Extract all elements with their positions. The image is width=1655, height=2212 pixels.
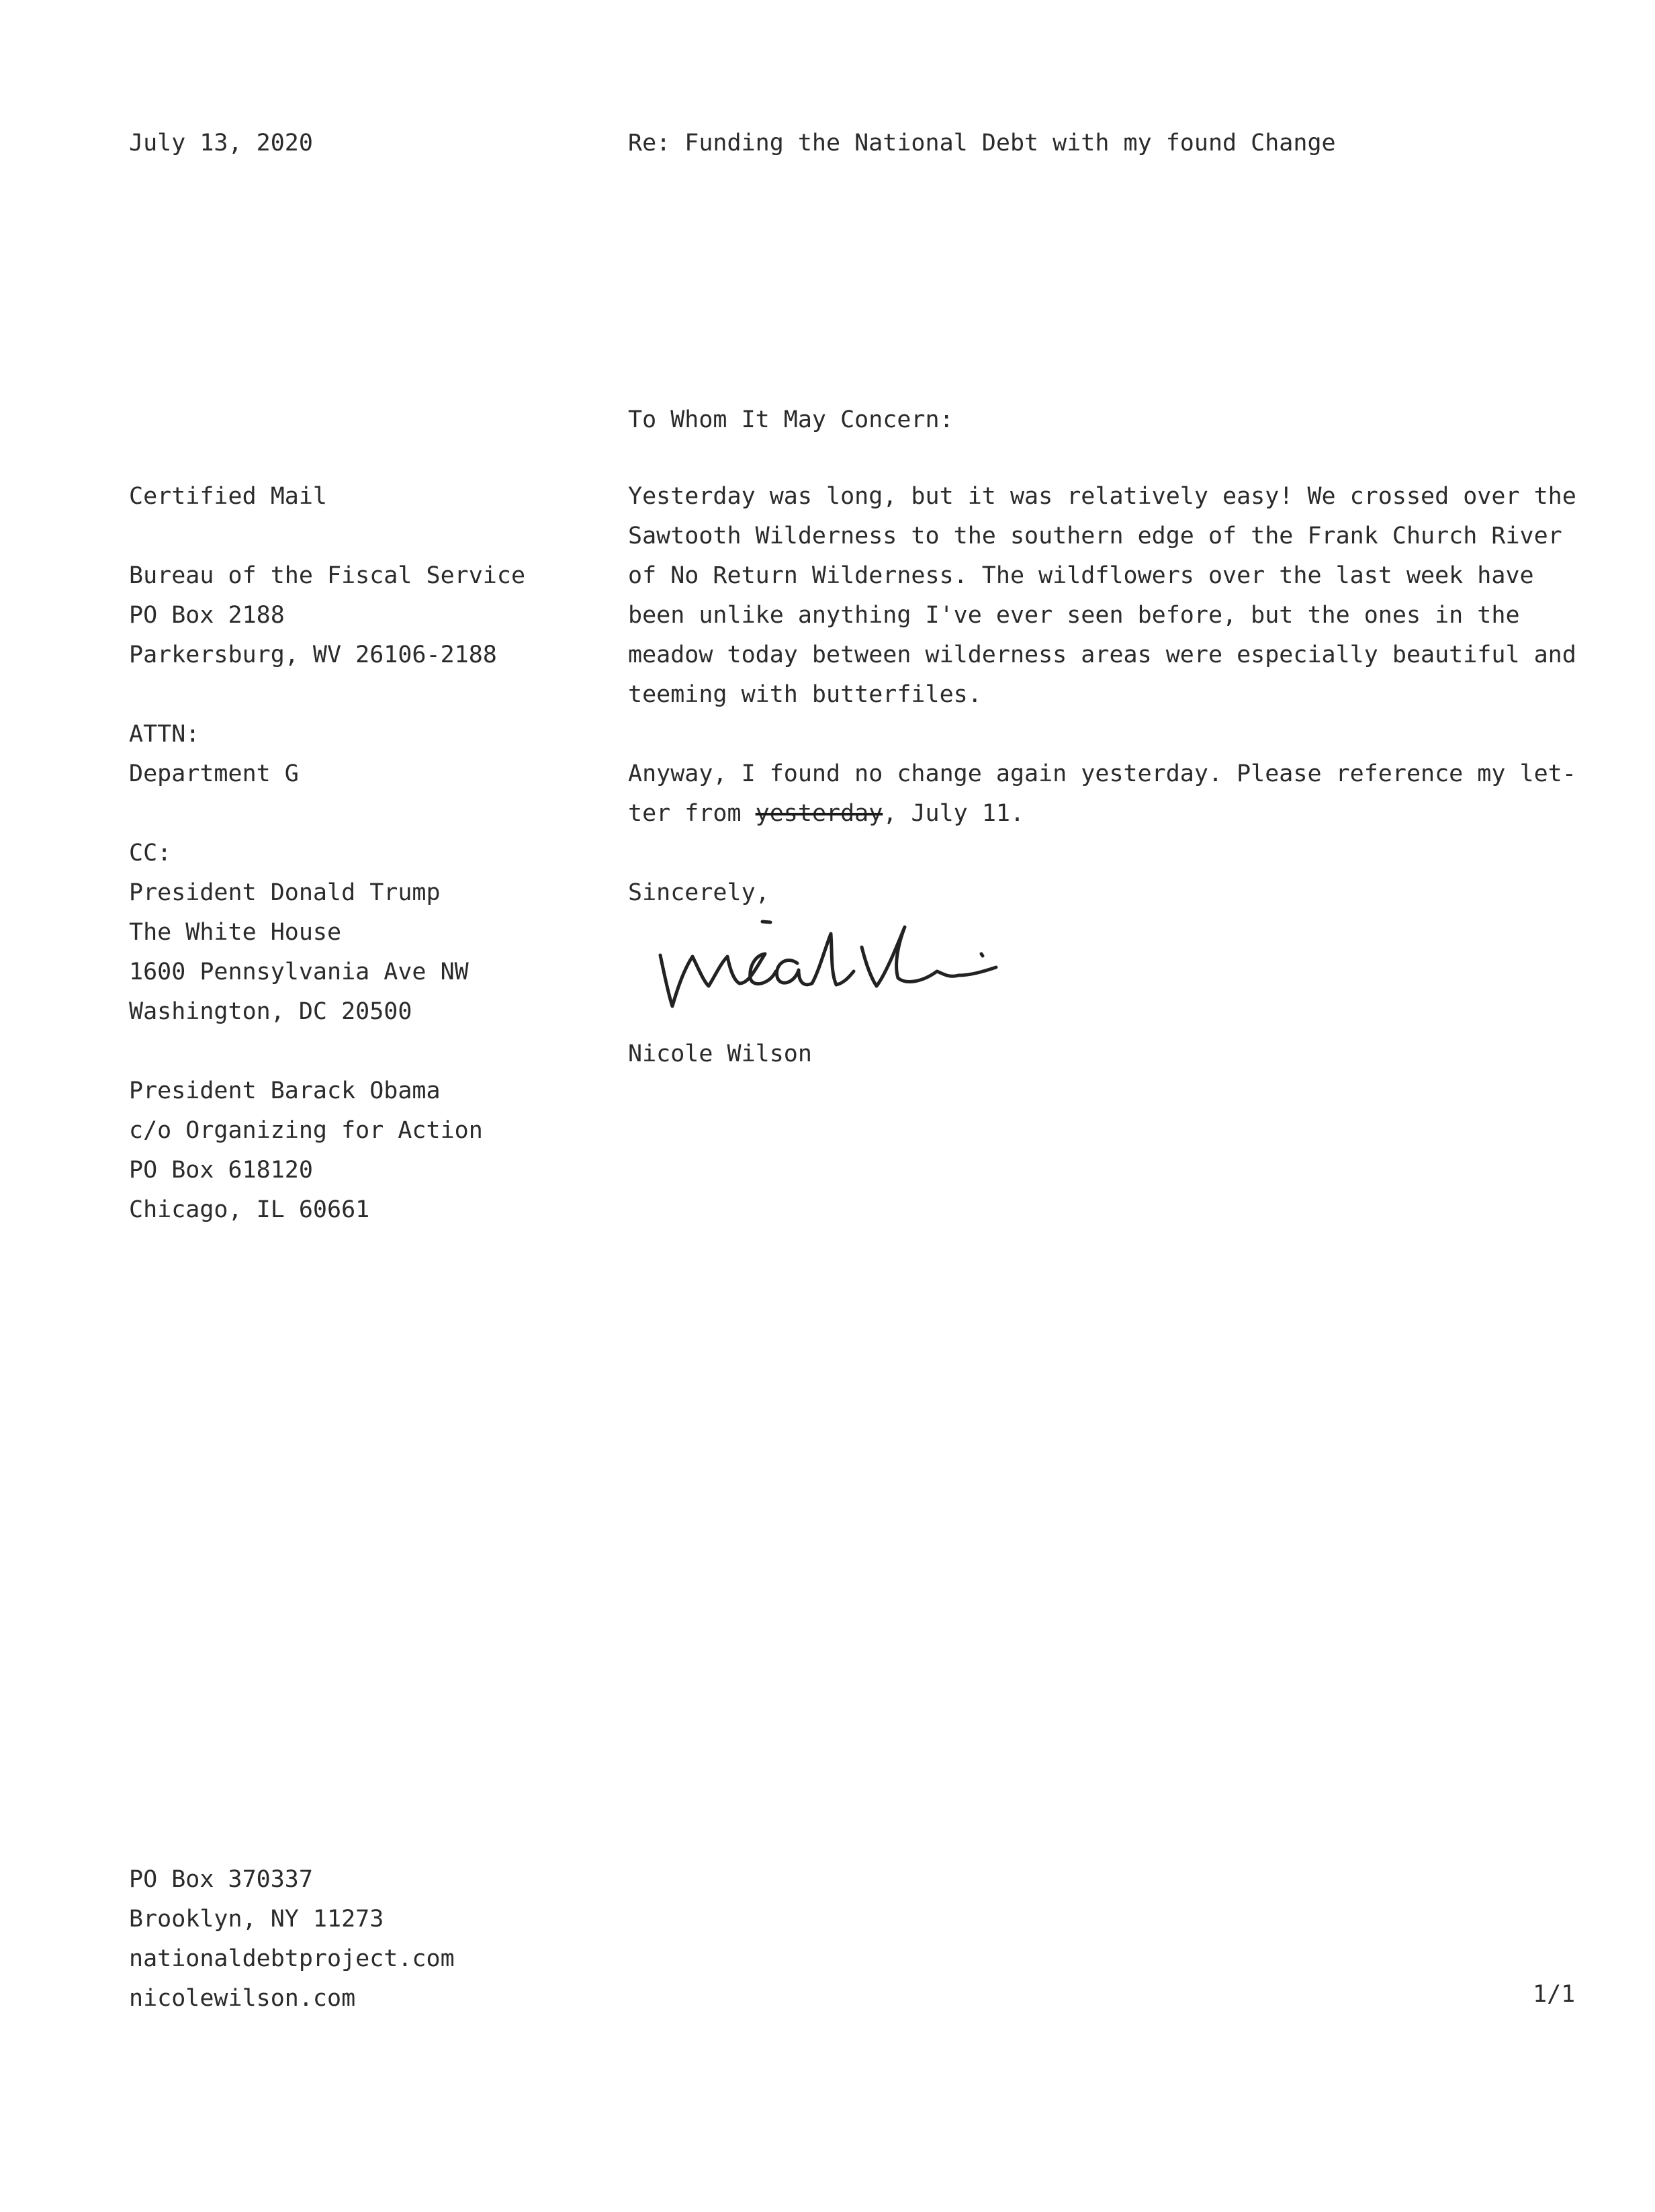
cc-label: CC: bbox=[129, 840, 172, 867]
body-line bbox=[628, 794, 1568, 834]
footer-line: nationaldebtproject.com bbox=[129, 1945, 455, 1972]
page-number: 1/1 bbox=[1533, 1981, 1576, 2008]
cc-line: The White House bbox=[129, 919, 342, 946]
body-line: of No Return Wilderness. The wildflowers over the last week have bbox=[628, 562, 1534, 589]
body-line-prefix: ter from bbox=[628, 800, 756, 827]
letter-date: July 13, 2020 bbox=[129, 130, 313, 157]
body-line: teeming with butterfiles. bbox=[628, 681, 982, 708]
handwritten-signature bbox=[655, 914, 1018, 1014]
footer-address bbox=[129, 1860, 455, 2019]
recipient-line: Bureau of the Fiscal Service bbox=[129, 562, 526, 589]
cc-line: President Donald Trump bbox=[129, 879, 441, 906]
letter-body bbox=[628, 477, 1576, 913]
letter-subject: Re: Funding the National Debt with my found Change bbox=[628, 130, 1336, 157]
signature-icon bbox=[655, 914, 1018, 1014]
delivery-method: Certified Mail bbox=[129, 483, 328, 510]
body-line: been unlike anything I've ever seen before, but the ones in the bbox=[628, 602, 1520, 629]
signer-name: Nicole Wilson bbox=[628, 1041, 812, 1067]
footer-line: Brooklyn, NY 11273 bbox=[129, 1906, 384, 1933]
body-line: Yesterday was long, but it was relatively easy! We crossed over the bbox=[628, 483, 1576, 510]
closing: Sincerely, bbox=[628, 879, 770, 906]
footer-line: nicolewilson.com bbox=[129, 1985, 356, 2012]
cc-line: Washington, DC 20500 bbox=[129, 998, 412, 1025]
body-line: Anyway, I found no change again yesterday. Please reference my let- bbox=[628, 760, 1576, 787]
cc-line: c/o Organizing for Action bbox=[129, 1117, 483, 1144]
cc-line: Chicago, IL 60661 bbox=[129, 1196, 370, 1223]
attn-label: ATTN: bbox=[129, 721, 200, 748]
salutation: To Whom It May Concern: bbox=[628, 406, 954, 433]
cc-line: President Barack Obama bbox=[129, 1077, 441, 1104]
body-line-suffix: , July 11. bbox=[883, 800, 1025, 827]
body-line: meadow today between wilderness areas were especially beautiful and bbox=[628, 642, 1576, 668]
cc-line: 1600 Pennsylvania Ave NW bbox=[129, 959, 469, 985]
body-line: Sawtooth Wilderness to the southern edge of the Frank Church River bbox=[628, 523, 1562, 549]
address-column bbox=[129, 477, 525, 1230]
footer-line: PO Box 370337 bbox=[129, 1866, 313, 1893]
struck-word: yesterday bbox=[755, 800, 883, 827]
recipient-line: PO Box 2188 bbox=[129, 602, 285, 629]
recipient-line: Parkersburg, WV 26106-2188 bbox=[129, 642, 497, 668]
cc-line: PO Box 618120 bbox=[129, 1157, 313, 1184]
attn-value: Department G bbox=[129, 760, 299, 787]
